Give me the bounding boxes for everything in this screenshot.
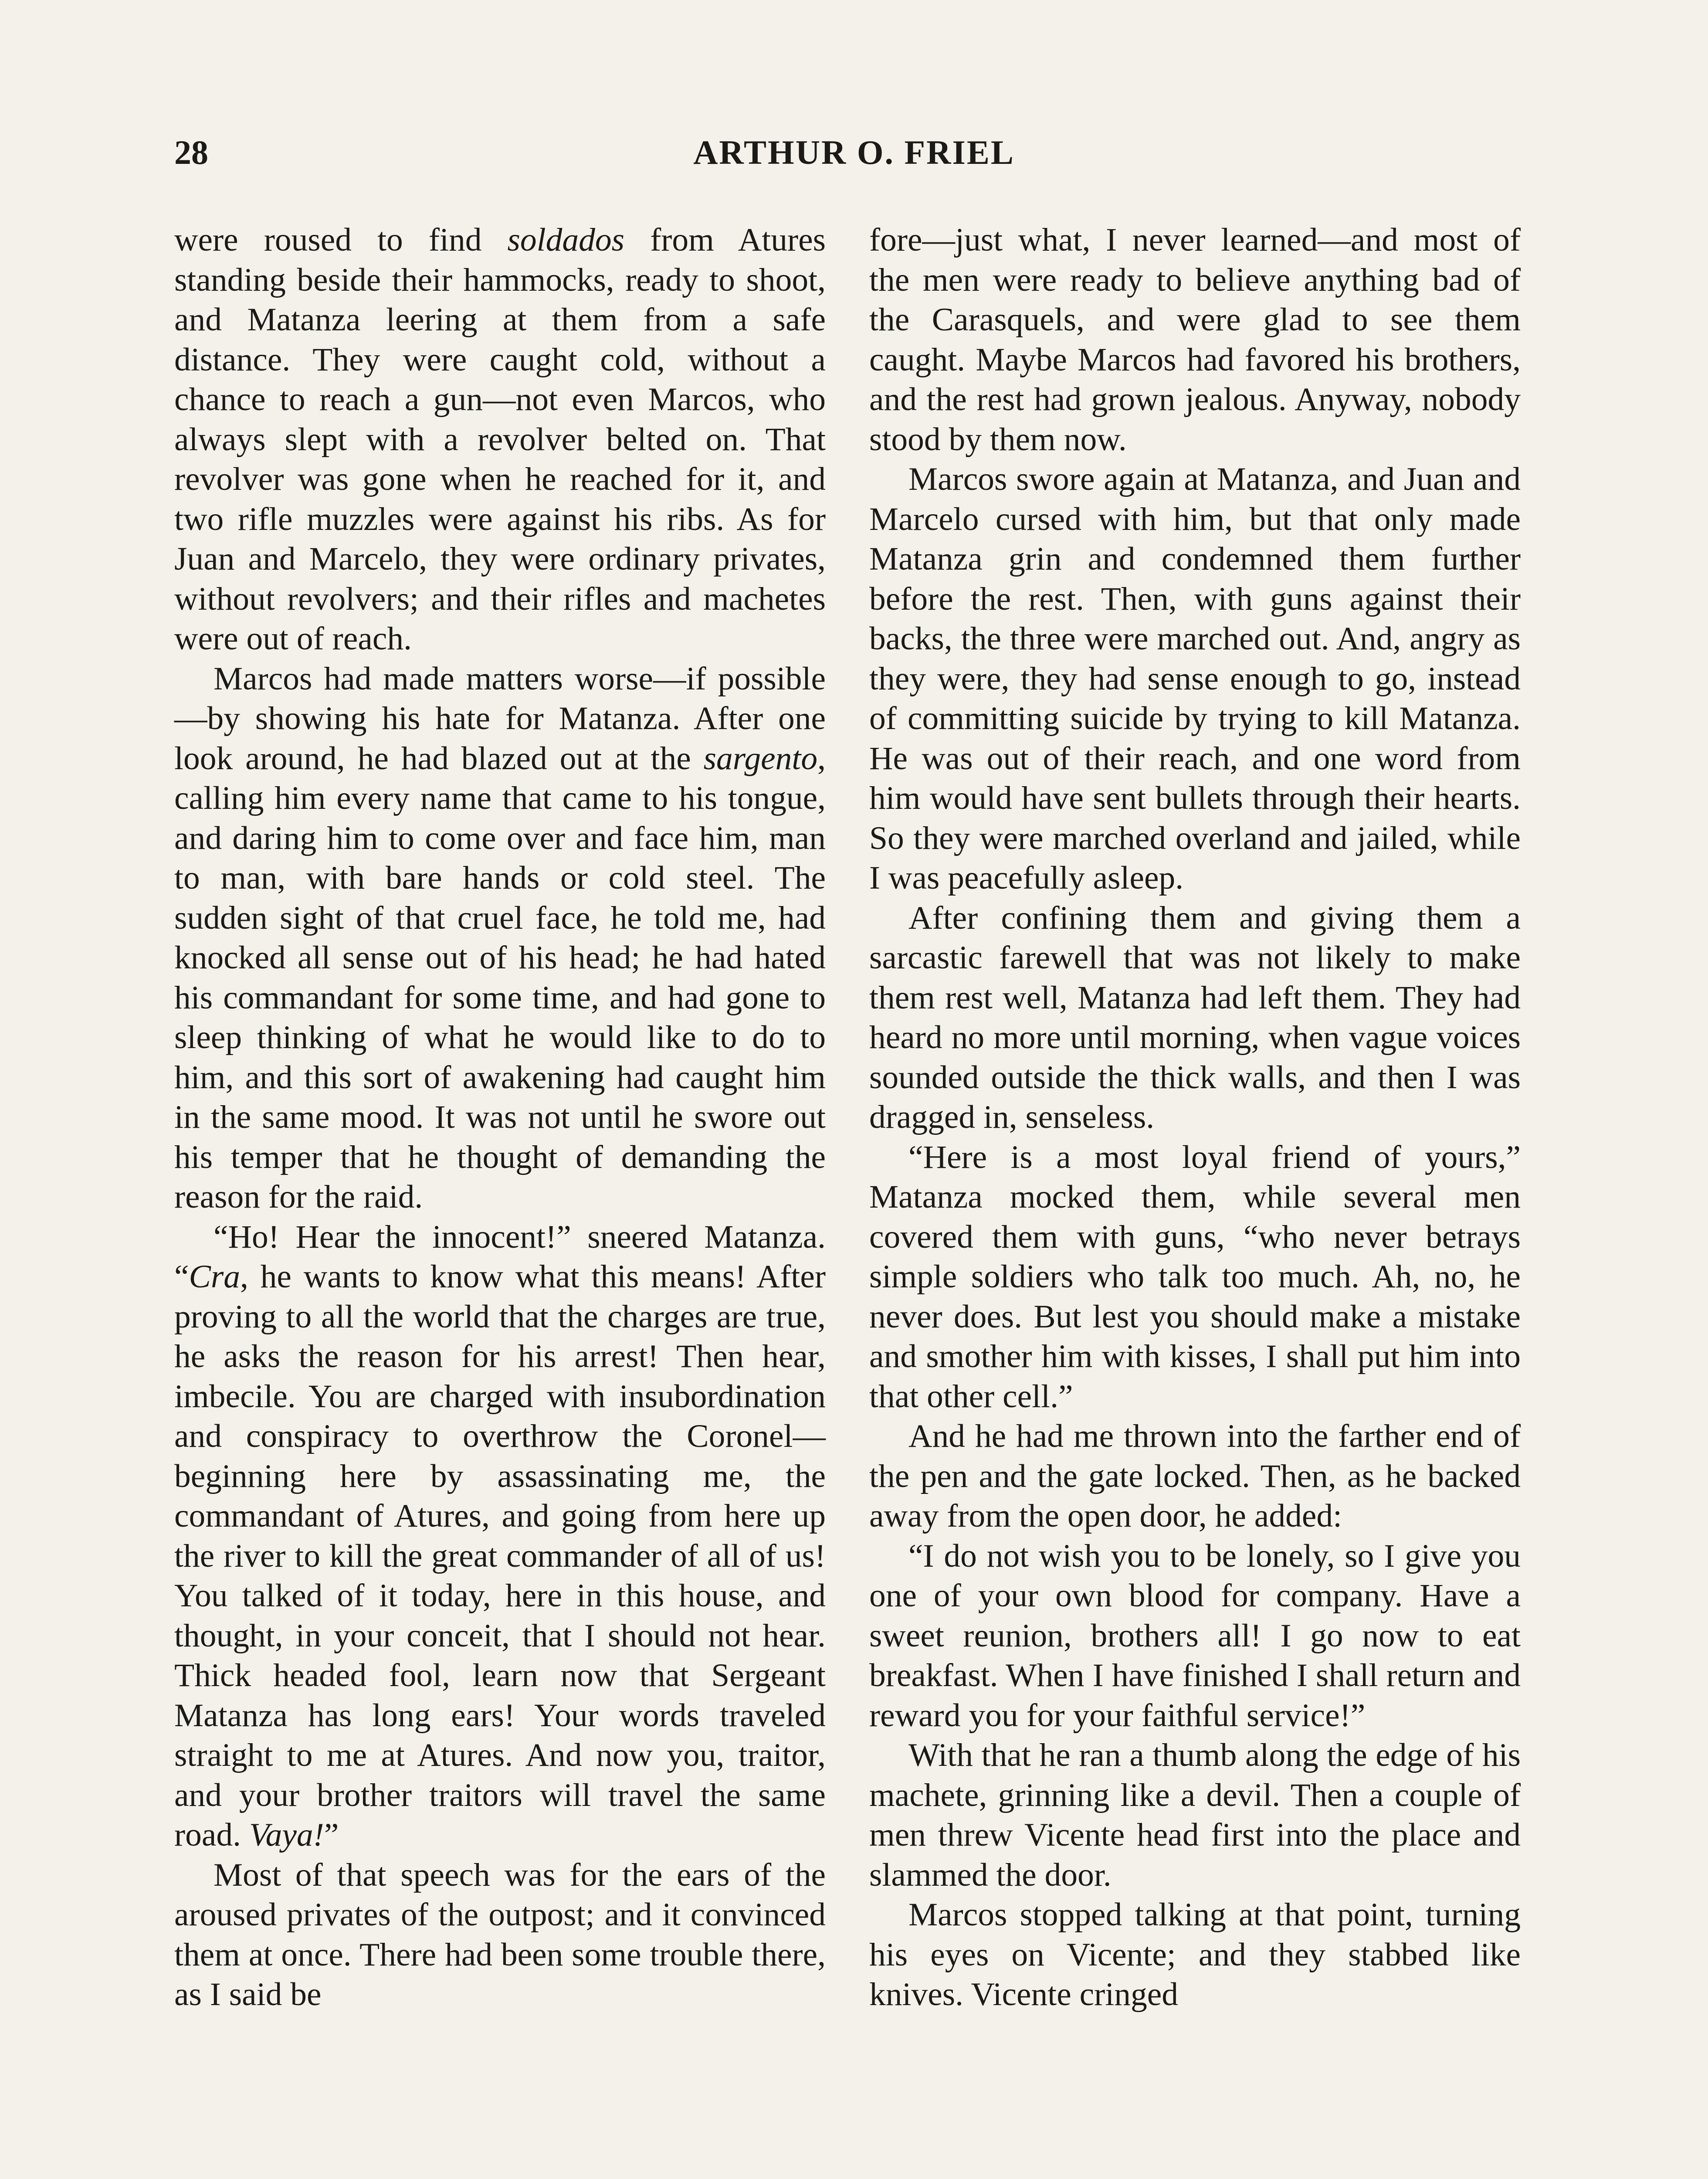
paragraph (174, 1217, 826, 1855)
italic-text: sargento (703, 740, 818, 777)
paragraph (174, 220, 826, 659)
text-run: fore—just what, I never learned—and most of the men were ready to believe anything bad of the Carasquels, and were glad to see them caught. Maybe Marcos had favored his brothers, and the rest had grown jealous. Anyway, nobody stood by them now. (869, 222, 1521, 458)
paragraph (869, 1895, 1521, 2015)
text-run: Most of that speech was for the ears of the aroused privates of the outpost; and it convinced them at once. There had been some trouble there, as I said be (174, 1857, 826, 2013)
page-number: 28 (174, 133, 208, 171)
right-text-column (869, 220, 1521, 2015)
paragraph (869, 459, 1521, 898)
paragraph (869, 1536, 1521, 1736)
text-run: , calling him every name that came to his tongue, and daring him to come over and face him, man to man, with bare hands or cold steel. The sudden sight of that cruel face, he told me, had knocked all sense out of his head; he had hated his commandant for some time, and had gone to sleep thinking of what he would like to do to him, and this sort of awakening had caught him in the same mood. It was not until he swore out his temper that he thought of demanding the reason for the raid. (174, 740, 826, 1215)
text-run: Marcos had made matters worse—if possible—by showing his hate for Matanza. After one look around, he had blazed out at the (174, 660, 826, 777)
text-run: Marcos swore again at Matanza, and Juan and Marcelo cursed with him, but that only made Matanza grin and condemned them further before the rest. Then, with guns against their backs, the three were marched out. And, angry as they were, they had sense enough to go, instead of committing suicide by trying to kill Matanza. He was out of their reach, and one word from him would have sent bullets through their hearts. So they were marched overland and jailed, while I was peacefully asleep. (869, 461, 1521, 896)
text-run: were roused to find (174, 222, 508, 258)
paragraph (869, 1735, 1521, 1895)
paragraph (869, 220, 1521, 459)
text-run: “I do not wish you to be lonely, so I give you one of your own blood for company. Have a sweet reunion, brothers all! I go now to eat breakfast. When I have finished I shall return and reward you for your faithful service!” (869, 1538, 1521, 1734)
text-run: With that he ran a thumb along the edge of his machete, grinning like a devil. Then a couple of men threw Vicente head first into the place and slammed the door. (869, 1737, 1521, 1893)
text-run: ” (324, 1817, 339, 1853)
italic-text: Vaya! (249, 1817, 324, 1853)
text-run: from Atures standing beside their hammocks, ready to shoot, and Matanza leering at them from a safe distance. They were caught cold, without a chance to reach a gun—not even Marcos, who always slept with a revolver belted on. That revolver was gone when he reached for it, and two rifle muzzles were against his ribs. As for Juan and Marcelo, they were ordinary privates, without revolvers; and their rifles and machetes were out of reach. (174, 222, 826, 657)
paragraph (174, 1855, 826, 2015)
italic-text: Cra (189, 1259, 241, 1295)
text-run: Marcos stopped talking at that point, turning his eyes on Vicente; and they stabbed like knives. Vicente cringed (869, 1897, 1521, 2013)
left-text-column (174, 220, 826, 2015)
italic-text: soldados (507, 222, 625, 258)
text-run: “Here is a most loyal friend of yours,” Matanza mocked them, while several men covered them with guns, “who never betrays simple soldiers who talk too much. Ah, no, he never does. But lest you should make a mistake and smother him with kisses, I shall put him into that other cell.” (869, 1139, 1521, 1415)
text-run: After confining them and giving them a sarcastic farewell that was not likely to make them rest well, Matanza had left them. They had heard no more until morning, when vague voices sounded outside the thick walls, and then I was dragged in, senseless. (869, 899, 1521, 1135)
paragraph (869, 1416, 1521, 1536)
text-run: , he wants to know what this means! After proving to all the world that the charges are true, he asks the reason for his arrest! Then hear, imbecile. You are charged with insubordination and conspiracy to overthrow the Coronel—beginning here by assassinating me, the commandant of Atures, and going from here up the river to kill the great commander of all of us! You talked of it today, here in this house, and thought, in your conceit, that I should not hear. Thick headed fool, learn now that Sergeant Matanza has long ears! Your words traveled straight to me at Atures. And now you, traitor, and your brother traitors will travel the same road. (174, 1259, 826, 1853)
text-run: And he had me thrown into the farther end of the pen and the gate locked. Then, as he backed away from the open door, he added: (869, 1418, 1521, 1534)
running-head: ARTHUR O. FRIEL (693, 133, 1015, 171)
paragraph (869, 898, 1521, 1137)
paragraph (174, 659, 826, 1217)
text-run: “Ho! Hear the innocent!” sneered Matanza. “ (174, 1218, 826, 1295)
paragraph (869, 1137, 1521, 1417)
